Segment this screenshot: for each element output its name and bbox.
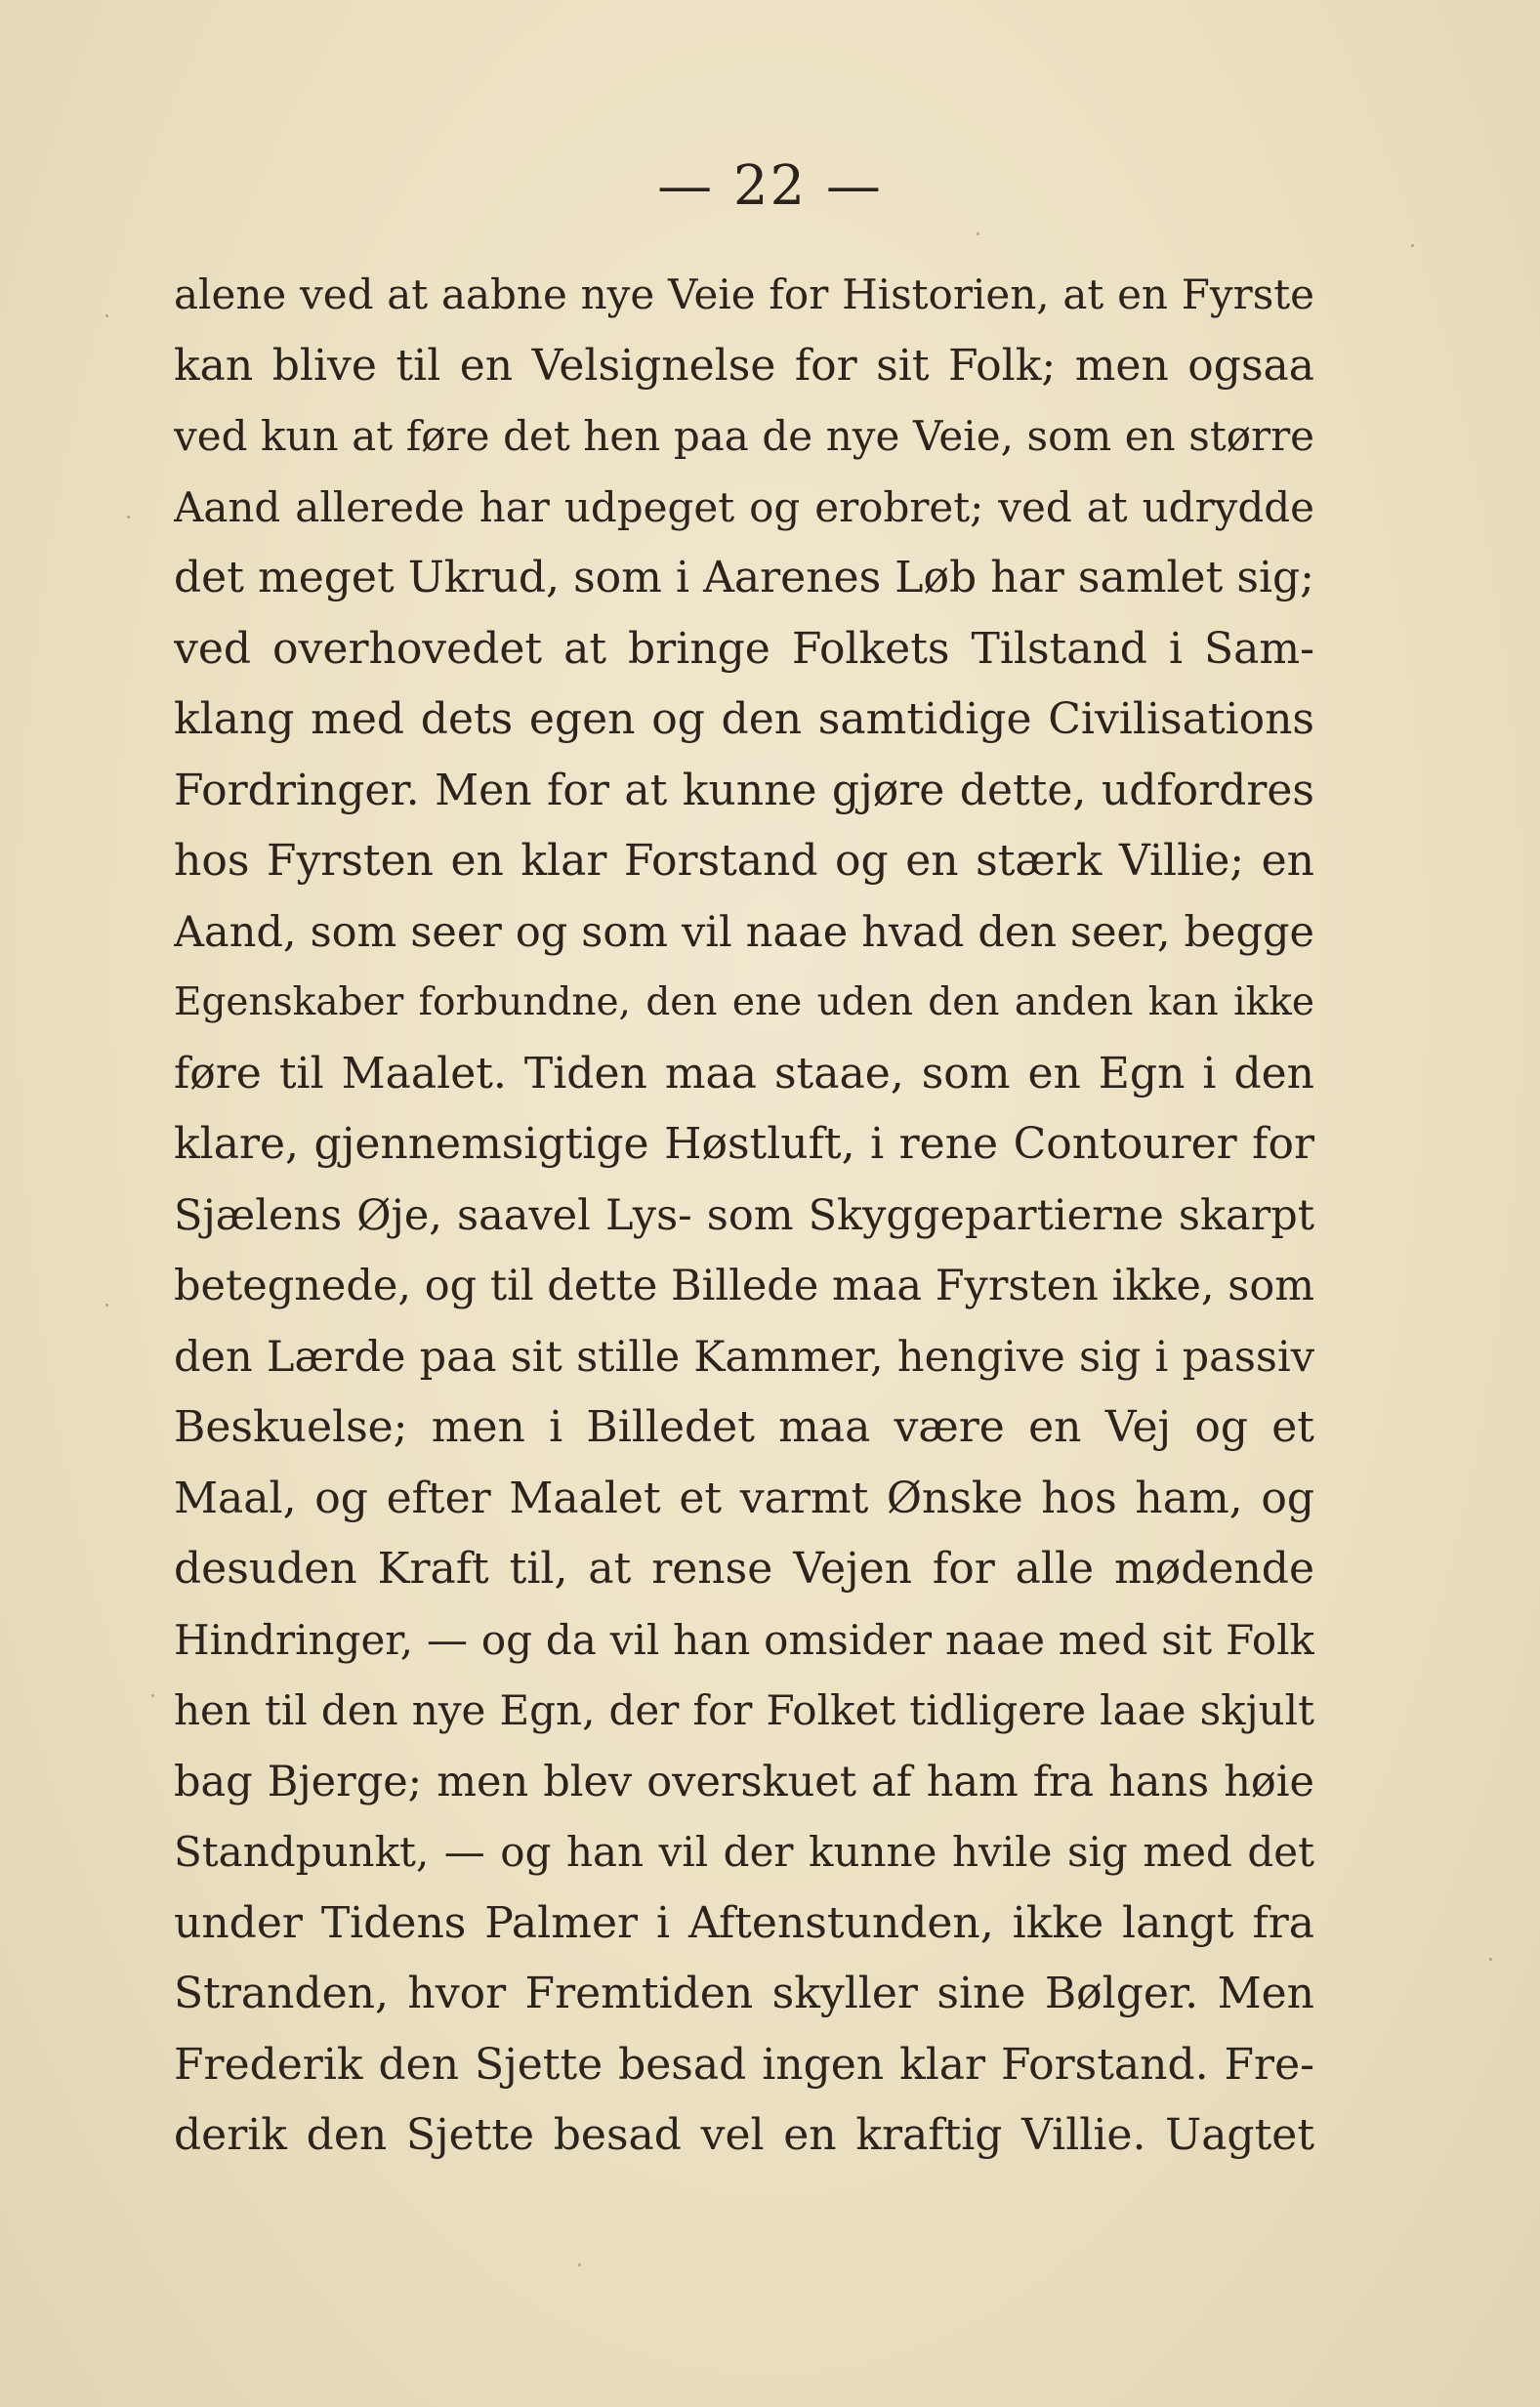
- text-line: betegnede, og til dette Billede maa Fyrsten ikke, som: [174, 1262, 1314, 1310]
- paper-speck: [105, 314, 108, 317]
- body-text: [174, 260, 1314, 2172]
- text-line: den Lærde paa sit stille Kammer, hengive sig i passiv: [174, 1332, 1314, 1382]
- paper-speck: [977, 232, 979, 235]
- paper-speck: [105, 1304, 108, 1307]
- text-line: bag Bjerge; men blev overskuet af ham fra hans høie: [174, 1757, 1314, 1806]
- text-line: Fordringer. Men for at kunne gjøre dette, udfordres: [174, 765, 1314, 815]
- text-line: Aand allerede har udpeget og erobret; ved at udrydde: [174, 482, 1314, 531]
- text-line: hos Fyrsten en klar Forstand og en stærk Villie; en: [174, 836, 1314, 886]
- paper-speck: [578, 2263, 581, 2266]
- text-line: desuden Kraft til, at rense Vejen for alle mødende: [174, 1544, 1314, 1594]
- text-line: føre til Maalet. Tiden maa staae, som en Egn i den: [174, 1048, 1314, 1099]
- text-line: hen til den nye Egn, der for Folket tidligere laae skjult: [174, 1686, 1314, 1734]
- text-line: Standpunkt, — og han vil der kunne hvile sig med det: [174, 1828, 1314, 1876]
- text-line: Frederik den Sjette besad ingen klar Forstand. Fre-: [174, 2039, 1314, 2090]
- page-number: — 22 —: [657, 154, 883, 218]
- text-line: ved kun at føre det hen paa de nye Veie, som en større: [174, 412, 1314, 460]
- text-line: klare, gjennemsigtige Høstluft, i rene Contourer for: [174, 1119, 1314, 1169]
- text-line: ved overhovedet at bringe Folkets Tilstand i Sam-: [174, 623, 1314, 674]
- paper-speck: [1411, 244, 1414, 247]
- paper-speck: [127, 516, 130, 519]
- text-line: Beskuelse; men i Billedet maa være en Vej og et: [174, 1402, 1314, 1452]
- text-line: Stranden, hvor Fremtiden skyller sine Bølger. Men: [174, 1969, 1314, 2018]
- paper-speck: [1489, 1958, 1492, 1961]
- text-line: under Tidens Palmer i Aftenstunden, ikke langt fra: [174, 1897, 1314, 1948]
- text-line: derik den Sjette besad vel en kraftig Villie. Uagtet: [174, 2110, 1314, 2160]
- text-line: det meget Ukrud, som i Aarenes Løb har samlet sig;: [174, 553, 1314, 602]
- text-line: Maal, og efter Maalet et varmt Ønske hos ham, og: [174, 1473, 1314, 1523]
- paper-speck: [151, 1694, 154, 1697]
- text-line: alene ved at aabne nye Veie for Historien, at en Fyrste: [174, 270, 1314, 318]
- text-line: klang med dets egen og den samtidige Civilisations: [174, 694, 1314, 744]
- text-line: Aand, som seer og som vil naae hvad den seer, begge: [174, 907, 1314, 957]
- text-line: Hindringer, — og da vil han omsider naae med sit Folk: [174, 1615, 1314, 1664]
- text-line: Sjælens Øje, saavel Lys- som Skyggepartierne skarpt: [174, 1190, 1314, 1240]
- text-line: Egenskaber forbundne, den ene uden den anden kan ikke: [174, 980, 1314, 1024]
- text-line: kan blive til en Velsignelse for sit Folk; men ogsaa: [174, 340, 1314, 391]
